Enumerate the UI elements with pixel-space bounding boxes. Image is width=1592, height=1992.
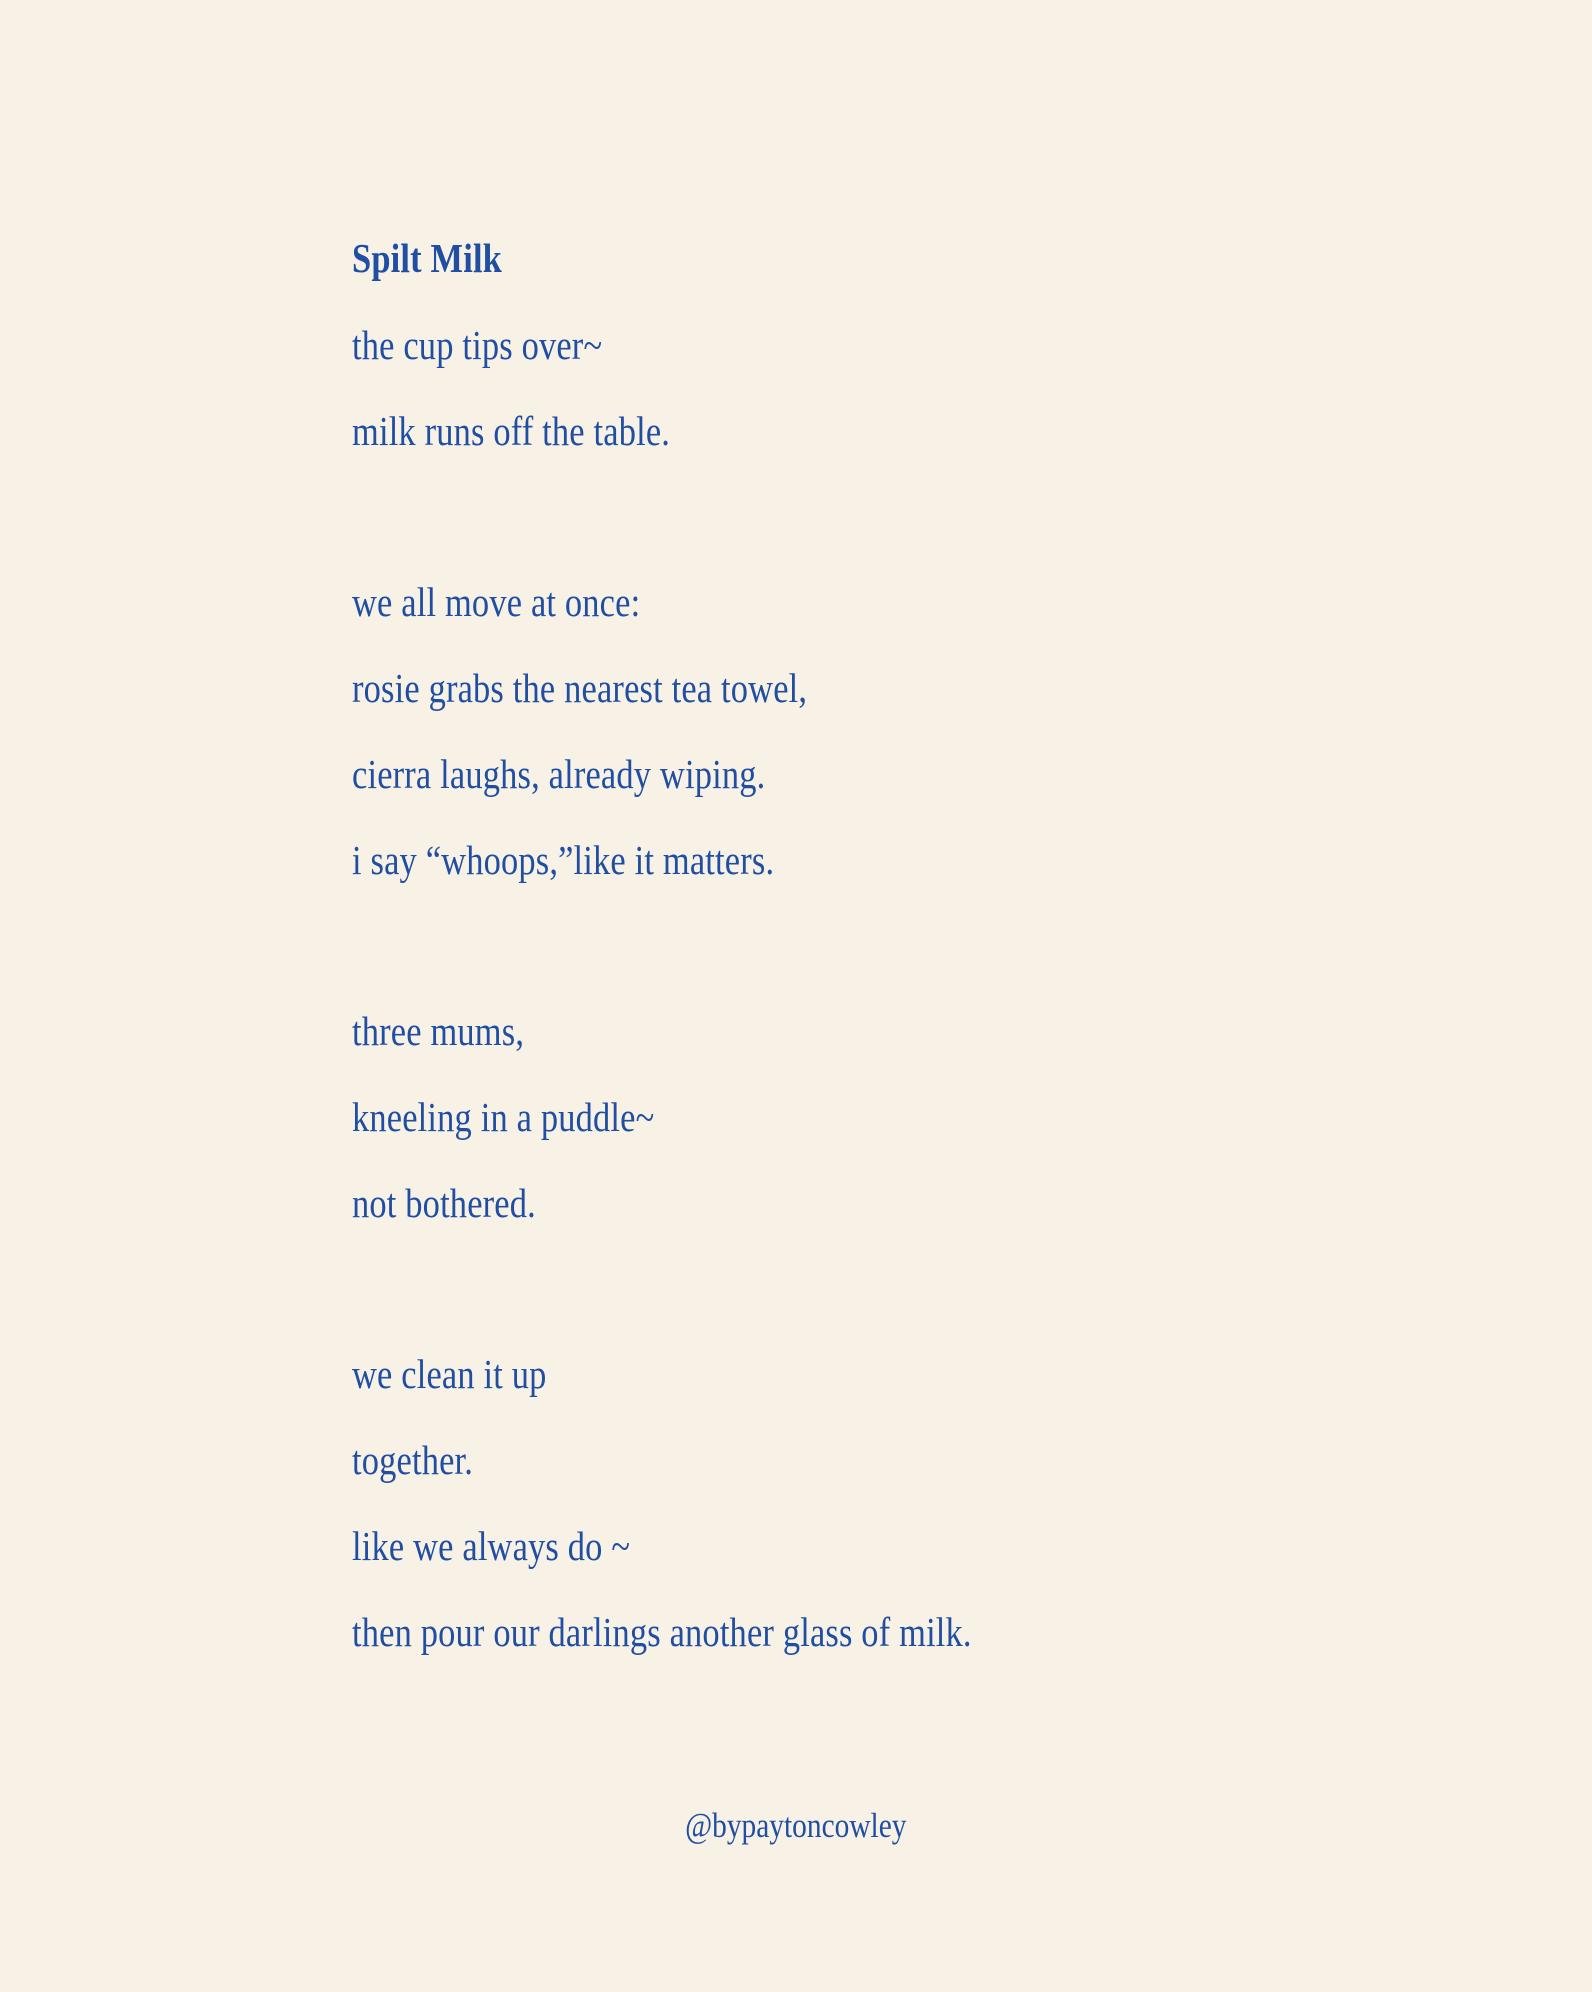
poem-line: rosie grabs the nearest tea towel, — [352, 665, 808, 711]
poem-line: together. — [352, 1437, 474, 1483]
author-handle-text: @bypaytoncowley — [685, 1806, 907, 1845]
poem-line: not bothered. — [352, 1180, 536, 1226]
author-handle — [0, 1808, 1592, 1843]
poem-line: three mums, — [352, 1008, 525, 1054]
poem-line: cierra laughs, already wiping. — [352, 751, 766, 797]
poem-line: we all move at once: — [352, 579, 641, 625]
poem-line: like we always do ~ — [352, 1523, 631, 1569]
poem-title: Spilt Milk — [352, 235, 503, 281]
poem-line: i say “whoops,”like it matters. — [352, 837, 775, 883]
poem-line: we clean it up — [352, 1351, 547, 1397]
poem-line: milk runs off the table. — [352, 408, 671, 454]
poem-line: the cup tips over~ — [352, 322, 603, 368]
poem-line: kneeling in a puddle~ — [352, 1094, 655, 1140]
poem-line: then pour our darlings another glass of milk. — [352, 1609, 972, 1655]
